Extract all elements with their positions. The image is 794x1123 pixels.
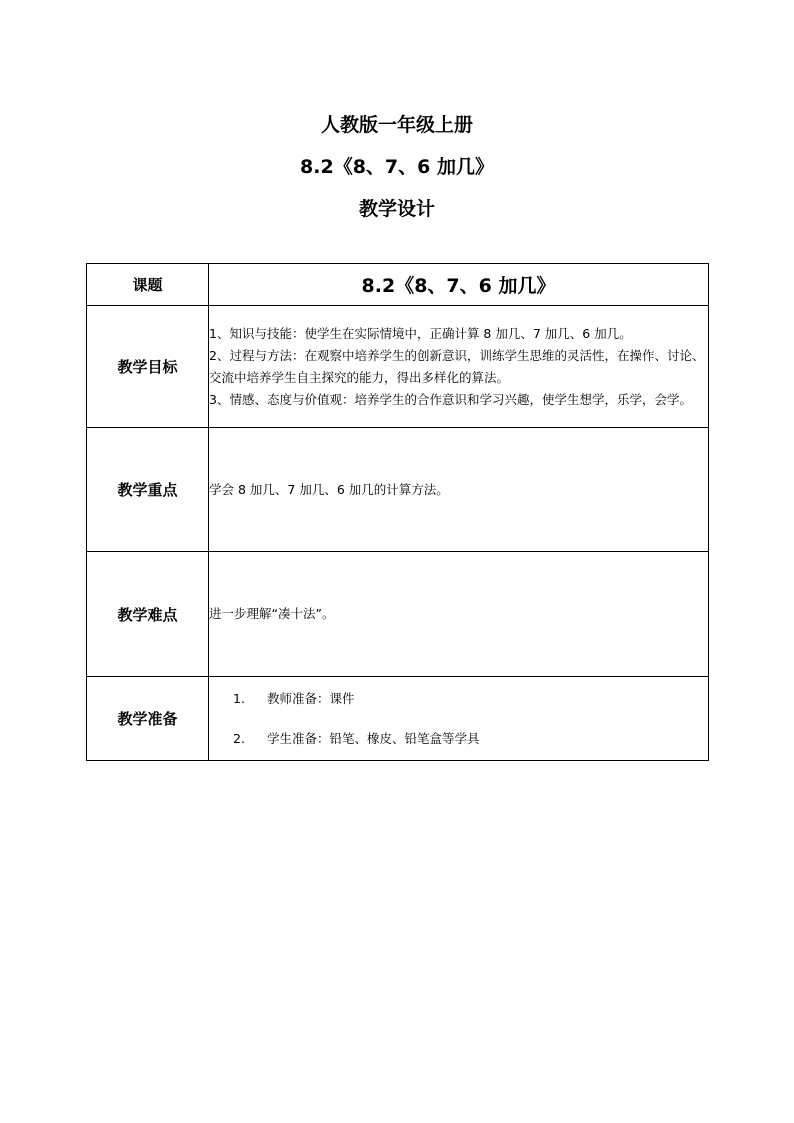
difficulties-label: 教学难点 bbox=[87, 552, 209, 677]
preparation-content bbox=[209, 677, 709, 761]
lesson-plan-table bbox=[86, 263, 709, 761]
title-line-lesson: 8.2《8、7、6 加几》 bbox=[300, 156, 494, 178]
preparation-list bbox=[209, 679, 708, 759]
key-points-label: 教学重点 bbox=[87, 428, 209, 552]
preparation-label: 教学准备 bbox=[87, 677, 209, 761]
objective-attitude: 3、情感、态度与价值观：培养学生的合作意识和学习兴趣，使学生想学，乐学，会学。 bbox=[209, 391, 692, 407]
document-title bbox=[0, 104, 794, 230]
list-item bbox=[209, 719, 708, 759]
table-row-preparation bbox=[87, 677, 709, 761]
list-item-number: 1. bbox=[233, 690, 245, 706]
objective-knowledge: 1、知识与技能：使学生在实际情境中，正确计算 8 加几、7 加几、6 加几。 bbox=[209, 325, 632, 341]
table-row-topic bbox=[87, 264, 709, 306]
table-row-difficulties bbox=[87, 552, 709, 677]
list-item bbox=[209, 679, 708, 719]
title-line-grade: 人教版一年级上册 bbox=[320, 114, 473, 136]
objective-process: 2、过程与方法：在观察中培养学生的创新意识，训练学生思维的灵活性，在操作、讨论、交流中培养学生自主探究的能力，得出多样化的算法。 bbox=[209, 347, 705, 385]
list-item-text: 学生准备：铅笔、橡皮、铅笔盒等学具 bbox=[267, 730, 480, 746]
objectives-label: 教学目标 bbox=[87, 306, 209, 428]
list-item-text: 教师准备：课件 bbox=[267, 690, 355, 706]
key-points-value: 学会 8 加几、7 加几、6 加几的计算方法。 bbox=[209, 428, 709, 552]
objectives-content bbox=[209, 306, 709, 428]
topic-value: 8.2《8、7、6 加几》 bbox=[209, 264, 709, 306]
table-row-objectives bbox=[87, 306, 709, 428]
list-item-number: 2. bbox=[233, 730, 245, 746]
difficulties-value: 进一步理解“凑十法”。 bbox=[209, 552, 709, 677]
title-line-design: 教学设计 bbox=[358, 198, 435, 220]
table-row-key-points bbox=[87, 428, 709, 552]
topic-label: 课题 bbox=[87, 264, 209, 306]
